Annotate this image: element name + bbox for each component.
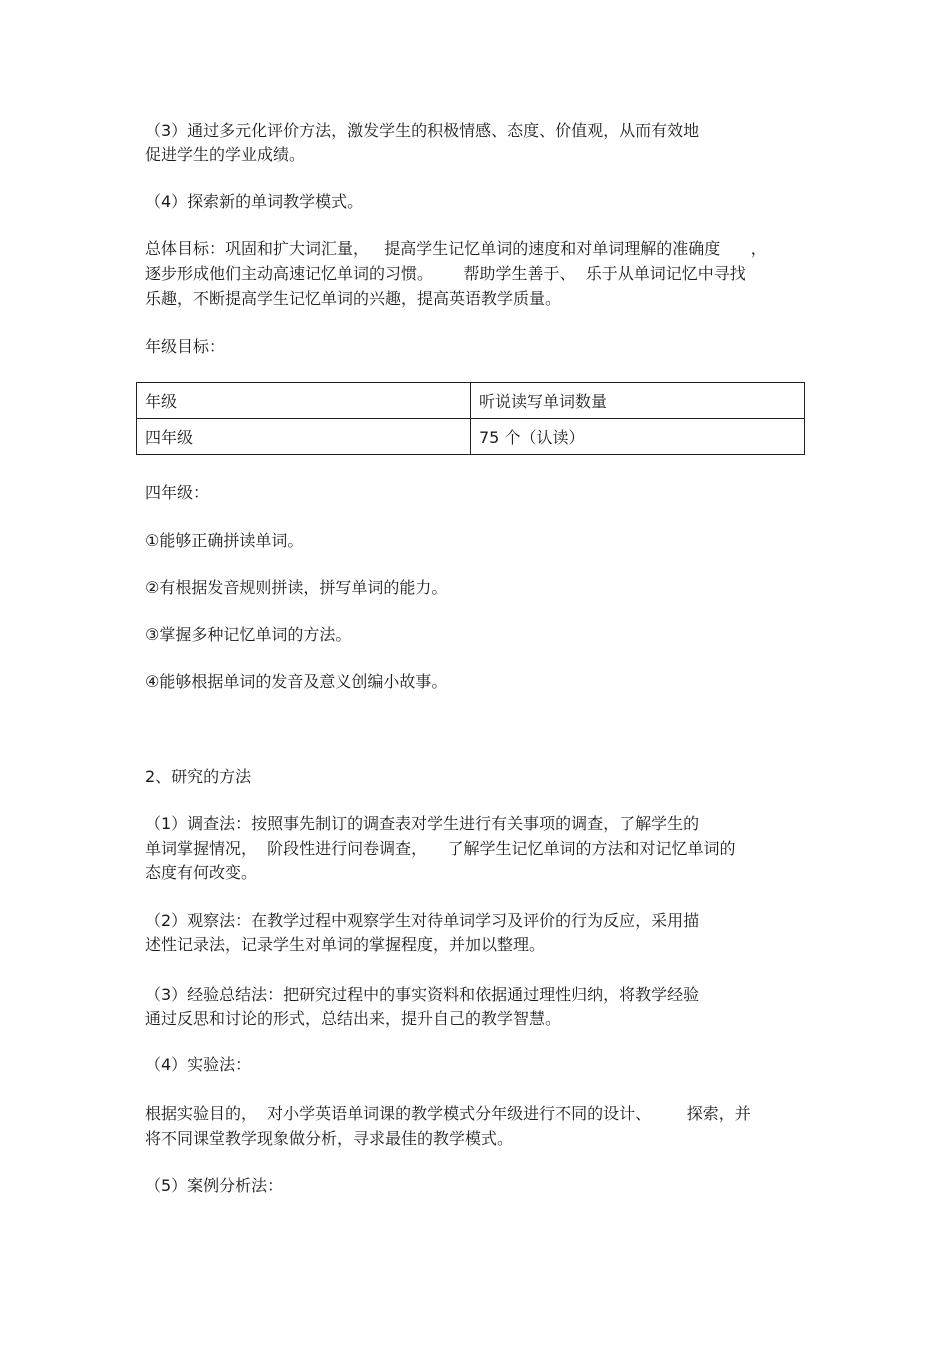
goal-4: （4）探索新的单词教学模式。 bbox=[145, 192, 364, 211]
grade4-title: 四年级： bbox=[145, 483, 210, 502]
table-header-grade: 年级 bbox=[137, 383, 471, 419]
method-3-line-2: 通过反思和讨论的形式，总结出来，提升自己的教学智慧。 bbox=[145, 1009, 562, 1028]
method-1-line-2: 单词掌握情况， 阶段性进行问卷调查， 了解学生记忆单词的方法和对记忆单词的 bbox=[145, 839, 736, 858]
grade4-item-3: ③掌握多种记忆单词的方法。 bbox=[145, 625, 352, 644]
method-2-line-2: 述性记录法，记录学生对单词的掌握程度，并加以整理。 bbox=[145, 935, 546, 954]
method-1-line-3: 态度有何改变。 bbox=[145, 863, 258, 882]
grade4-item-1: ①能够正确拼读单词。 bbox=[145, 531, 304, 550]
grade4-item-4: ④能够根据单词的发音及意义创编小故事。 bbox=[145, 672, 448, 691]
table-cell-word-count: 75 个（认读） bbox=[471, 419, 805, 455]
table-header-row bbox=[137, 383, 805, 419]
table-cell-grade: 四年级 bbox=[137, 419, 471, 455]
overall-goal-line-2: 逐步形成他们主动高速记忆单词的习惯。 帮助学生善于、 乐于从单词记忆中寻找 bbox=[145, 264, 746, 283]
grade-goal-table bbox=[136, 382, 805, 455]
methods-heading: 2、研究的方法 bbox=[145, 767, 252, 786]
method-4-title: （4）实验法： bbox=[145, 1055, 252, 1074]
method-4-desc-line-2: 将不同课堂教学现象做分析，寻求最佳的教学模式。 bbox=[145, 1129, 514, 1148]
method-3-line-1: （3）经验总结法：把研究过程中的事实资料和依据通过理性归纳，将教学经验 bbox=[145, 985, 700, 1004]
method-2-line-1: （2）观察法：在教学过程中观察学生对待单词学习及评价的行为反应，采用描 bbox=[145, 911, 700, 930]
method-5-title: （5）案例分析法： bbox=[145, 1176, 284, 1195]
method-1-line-1: （1）调查法：按照事先制订的调查表对学生进行有关事项的调查，了解学生的 bbox=[145, 814, 700, 833]
grade-goal-label: 年级目标： bbox=[145, 337, 226, 356]
goal-3-line-2: 促进学生的学业成绩。 bbox=[145, 145, 306, 164]
method-4-desc-line-1: 根据实验目的， 对小学英语单词课的教学模式分年级进行不同的设计、 探索，并 bbox=[145, 1104, 751, 1123]
table-row bbox=[137, 419, 805, 455]
grade4-item-2: ②有根据发音规则拼读，拼写单词的能力。 bbox=[145, 578, 448, 597]
overall-goal-line-3: 乐趣，不断提高学生记忆单词的兴趣，提高英语教学质量。 bbox=[145, 289, 562, 308]
table-header-word-count: 听说读写单词数量 bbox=[471, 383, 805, 419]
goal-3-line-1: （3）通过多元化评价方法，激发学生的积极情感、态度、价值观，从而有效地 bbox=[145, 121, 700, 140]
overall-goal-line-1: 总体目标：巩固和扩大词汇量， 提高学生记忆单词的速度和对单词理解的准确度 ， bbox=[145, 239, 767, 258]
